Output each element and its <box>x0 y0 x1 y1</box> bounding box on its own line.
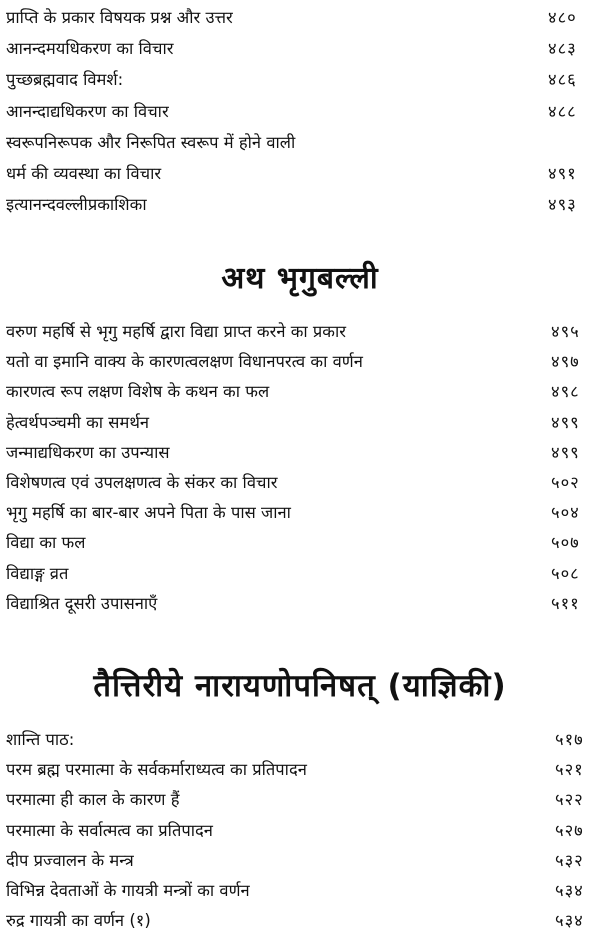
toc-entry-page: ४९९ <box>551 412 580 432</box>
toc-entry-page: ५०७ <box>551 533 580 553</box>
toc-entry-title: विद्याश्रित दूसरी उपासनाएँ <box>6 593 158 613</box>
toc-entry-page: ४९९ <box>551 442 580 462</box>
toc-entry <box>6 846 600 876</box>
toc-entry-title: स्वरूपनिरूपक और निरूपित स्वरूप में होने वाली <box>6 132 296 152</box>
toc-entry <box>6 876 600 906</box>
toc-entry <box>6 34 600 64</box>
toc-entry <box>6 438 600 468</box>
toc-entry-title: विद्याङ्ग व्रत <box>6 563 69 583</box>
toc-entry-page: ५२१ <box>555 760 584 780</box>
toc-entry-page: ४८० <box>548 8 577 27</box>
toc-entry-title: रुद्र गायत्री का वर्णन (१) <box>6 911 151 931</box>
toc-entry-title: परम ब्रह्म परमात्मा के सर्वकर्माराध्यत्व का प्रतिपादन <box>6 760 307 780</box>
toc-entry-page: ५३४ <box>555 881 584 900</box>
toc-entry-title: प्राप्ति के प्रकार विषयक प्रश्न और उत्तर <box>6 8 233 27</box>
toc-entry <box>6 725 600 755</box>
toc-entry <box>6 128 600 158</box>
toc-entry <box>6 377 600 407</box>
toc-entry-page: ४९८ <box>551 382 580 402</box>
toc-entry-page: ५०८ <box>551 563 580 583</box>
toc-entry <box>6 317 600 347</box>
toc-entry-title: इत्यानन्दवल्लीप्रकाशिका <box>6 195 147 215</box>
toc-entry <box>6 528 600 558</box>
toc-entry-page: ५०२ <box>551 473 580 492</box>
toc-entry <box>6 589 600 619</box>
toc-entry <box>6 755 600 785</box>
toc-entry <box>6 498 600 528</box>
toc-entry <box>6 65 600 95</box>
toc-entry-title: विभिन्न देवताओं के गायत्री मन्त्रों का वर्णन <box>6 881 250 900</box>
toc-entry-page: ४८६ <box>548 70 577 90</box>
toc-entry-page: ५२२ <box>555 790 584 810</box>
toc-entry-page: ४९३ <box>548 195 577 215</box>
toc-entry-title: शान्ति पाठ: <box>6 730 75 749</box>
toc-entry-page: ४९७ <box>551 352 580 372</box>
toc-entry-title: जन्माद्यधिकरण का उपन्यास <box>6 442 170 462</box>
toc-entry <box>6 559 600 589</box>
toc-entry-title: भृगु महर्षि का बार-बार अपने पिता के पास जाना <box>6 503 291 523</box>
section-heading-bhriguvalli: अथ भृगुबल्ली <box>221 261 379 296</box>
toc-entry-page: ५२७ <box>555 820 584 840</box>
toc-entry-title: यतो वा इमानि वाक्य के कारणत्वलक्षण विधानपरत्व का वर्णन <box>6 352 363 372</box>
toc-entry <box>6 3 600 33</box>
toc-entry-title: दीप प्रज्वालन के मन्त्र <box>6 850 134 870</box>
toc-entry <box>6 408 600 438</box>
toc-entry-title: हेत्वर्थपञ्चमी का समर्थन <box>6 412 150 432</box>
toc-entry <box>6 816 600 846</box>
toc-entry <box>6 906 600 936</box>
toc-entry <box>6 190 600 220</box>
toc-entry-page: ५३४ <box>555 911 584 931</box>
toc-entry-page: ५०४ <box>551 503 580 523</box>
toc-entry <box>6 468 600 498</box>
toc-entry <box>6 785 600 815</box>
toc-entry-page: ४९५ <box>551 322 580 341</box>
toc-entry-page: ५११ <box>551 593 580 613</box>
toc-entry-title: विशेषणत्व एवं उपलक्षणत्व के संकर का विचार <box>6 473 278 492</box>
toc-entry-title: आनन्दाद्यधिकरण का विचार <box>6 101 169 121</box>
toc-entry-page: ५३२ <box>555 850 584 870</box>
toc-entry-page: ४९१ <box>548 164 577 183</box>
toc-entry-title: आनन्दमयधिकरण का विचार <box>6 39 174 59</box>
toc-entry-title: धर्म की व्यवस्था का विचार <box>6 164 162 183</box>
toc-entry-page: ४८३ <box>548 39 577 59</box>
toc-entry-title: परमात्मा के सर्वात्मत्व का प्रतिपादन <box>6 820 213 840</box>
toc-entry-page: ५१७ <box>555 730 584 749</box>
toc-entry-title: पुच्छब्रह्मवाद विमर्श: <box>6 70 124 90</box>
toc-entry-title: वरुण महर्षि से भृगु महर्षि द्वारा विद्या प्राप्त करने का प्रकार <box>6 322 346 341</box>
toc-entry-title: परमात्मा ही काल के कारण हैं <box>6 790 180 810</box>
toc-entry <box>6 159 600 189</box>
toc-entry-title: कारणत्व रूप लक्षण विशेष के कथन का फल <box>6 382 270 402</box>
toc-entry-page: ४८८ <box>548 101 577 121</box>
toc-entry-title: विद्या का फल <box>6 533 86 553</box>
section-heading-narayanopanishad: तैत्तिरीये नारायणोपनिषत् (याज्ञिकी) <box>93 668 507 704</box>
toc-entry <box>6 347 600 377</box>
toc-entry <box>6 97 600 127</box>
